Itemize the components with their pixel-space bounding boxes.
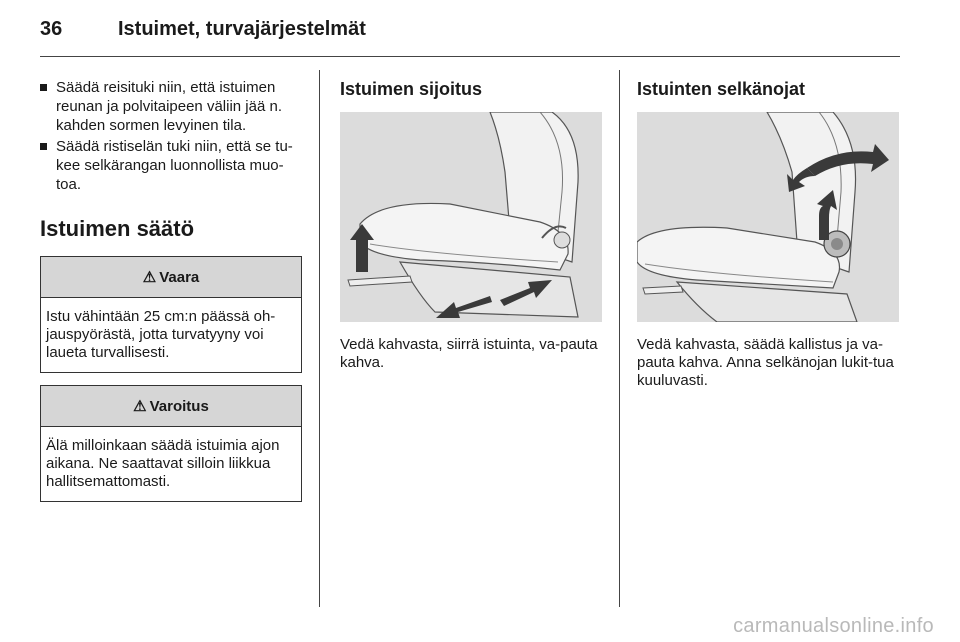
danger-label: Vaara [159, 268, 200, 286]
section-heading: Istuimen sijoitus [340, 79, 483, 99]
bullet-text: Säädä reisituki niin, että istuimen reunan ja polvitaipeen väliin jää n. kahden sormen levyinen tila. [56, 79, 282, 134]
column-2 [340, 70, 602, 372]
seat-slide-illustration-icon [340, 112, 602, 322]
warning-triangle-icon: ⚠ [142, 269, 157, 286]
figure-caption: Vedä kahvasta, siirrä istuinta, va-pauta kahva. [340, 336, 598, 371]
bullet-square-icon [40, 143, 47, 150]
danger-box-header [41, 257, 301, 298]
page-number: 36 [40, 18, 63, 40]
section-heading: Istuimen säätö [40, 216, 195, 241]
column-1 [40, 70, 302, 502]
warning-box-header [41, 386, 301, 427]
column-3 [637, 70, 899, 390]
bullet-text: Säädä ristiselän tuki niin, että se tu-kee selkärangan luonnollista muo-toa. [56, 138, 293, 193]
warning-triangle-icon: ⚠ [133, 398, 147, 415]
page-header [40, 18, 900, 46]
column-divider-2 [619, 70, 620, 607]
bullet-square-icon [40, 84, 47, 91]
section-heading: Istuinten selkänojat [637, 79, 806, 99]
watermark: carmanualsonline.info [733, 615, 934, 637]
danger-text: Istu vähintään 25 cm:n päässä oh-jauspyörästä, jotta turvatyyny voi laueta turvallisesti. [46, 308, 276, 361]
page-title: Istuimet, turvajärjestelmät [118, 18, 366, 40]
warning-box [40, 385, 302, 502]
seat-recline-illustration-icon [637, 112, 899, 322]
column-divider-1 [319, 70, 320, 607]
bullet-list [40, 78, 302, 194]
list-item [40, 78, 302, 135]
warning-label: Varoitus [149, 397, 209, 415]
danger-box [40, 256, 302, 373]
figure-caption: Vedä kahvasta, säädä kallistus ja va-pauta kahva. Anna selkänojan lukit-tua kuuluvasti. [637, 336, 894, 389]
seat-slide-illustration [340, 112, 602, 322]
warning-text: Älä milloinkaan säädä istuimia ajon aikana. Ne saattavat silloin liikkua hallitsemattomasti. [46, 437, 280, 490]
list-item [40, 137, 302, 194]
seat-recline-illustration [637, 112, 899, 322]
header-divider [40, 56, 900, 57]
